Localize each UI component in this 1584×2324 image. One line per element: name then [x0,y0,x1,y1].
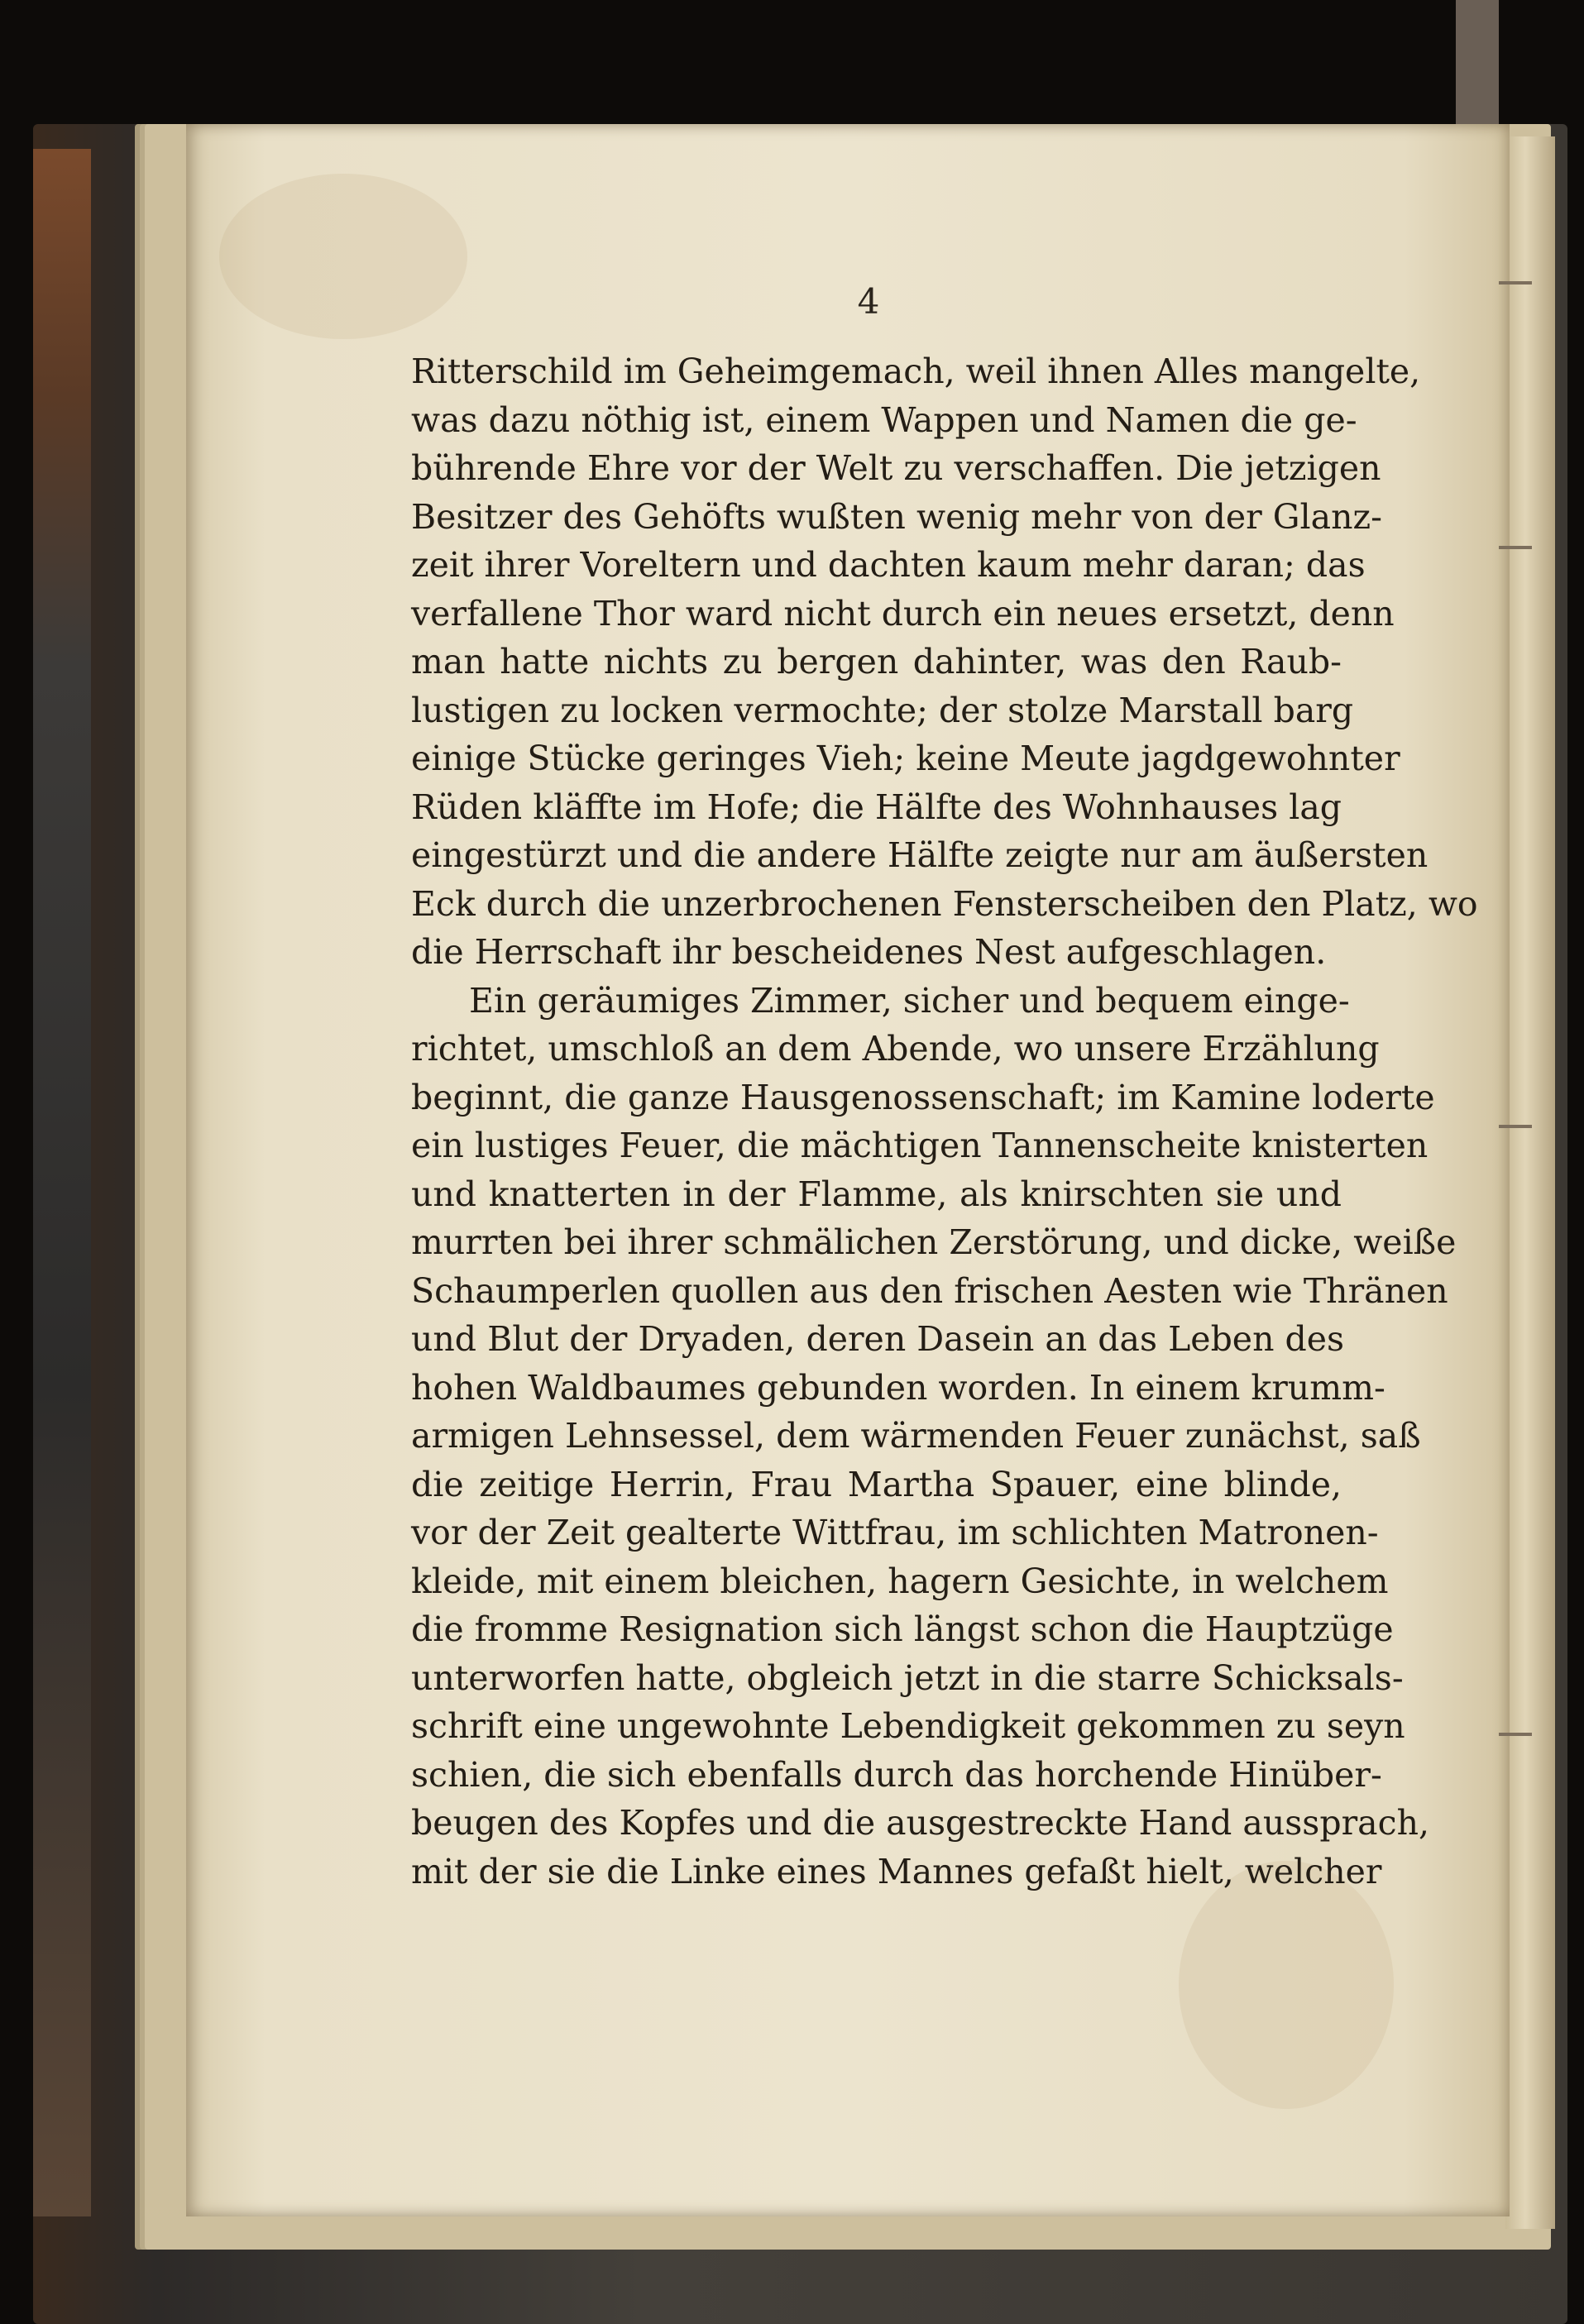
text-line: Rüden kläffte im Hofe; die Hälfte des Wohnhauses lag [411,787,1342,827]
text-line: vor der Zeit gealterte Wittfrau, im schlichten Matronen- [411,1513,1379,1552]
text-line: verfallene Thor ward nicht durch ein neues ersetzt, denn [411,593,1395,634]
text-line: lustigen zu locken vermochte; der stolze Marstall barg [411,690,1354,730]
paper-stain [1179,1861,1394,2109]
text-line: schrift eine ungewohnte Lebendigkeit gekommen zu seyn [411,1706,1405,1746]
text-line: was dazu nöthig ist, einem Wappen und Namen die ge- [411,399,1357,440]
paper-stain [219,174,467,339]
bookmark-ribbon [1456,0,1499,132]
body-text [411,347,1478,1896]
binding-thread [1499,281,1532,285]
text-line: beginnt, die ganze Hausgenossenschaft; im Kamine loderte [411,1077,1435,1117]
text-line: ein lustiges Feuer, die mächtigen Tannenscheite knisterten [411,1126,1428,1165]
text-line: Schaumperlen quollen aus den frischen Aesten wie Thränen [411,1270,1448,1311]
text-line: Ein geräumiges Zimmer, sicher und bequem einge- [469,980,1350,1021]
text-line: Ritterschild im Geheimgemach, weil ihnen Alles mangelte, [411,351,1421,391]
text-line: armigen Lehnsessel, dem wärmenden Feuer zunächst, saß [411,1416,1421,1456]
text-line: Eck durch die unzerbrochenen Fensterscheiben den Platz, wo [411,883,1478,924]
binding-thread [1499,546,1532,549]
text-line: die fromme Resignation sich längst schon die Hauptzüge [411,1609,1394,1649]
text-line: und knatterten in der Flamme, als knirschten sie und [411,1174,1342,1214]
text-line: die Herrschaft ihr bescheidenes Nest aufgeschlagen. [411,932,1327,972]
text-line: bührende Ehre vor der Welt zu verschaffen. Die jetzigen [411,448,1381,488]
text-line: man hatte nichts zu bergen dahinter, was den Raub- [411,642,1342,681]
text-line: unterworfen hatte, obgleich jetzt in die starre Schicksals- [411,1657,1404,1698]
text-line: die zeitige Herrin, Frau Martha Spauer, eine blinde, [411,1464,1342,1504]
text-line: eingestürzt und die andere Hälfte zeigte nur am äußersten [411,835,1428,875]
page-number: 4 [857,281,880,322]
page-edges-right [1505,136,1555,2229]
text-line: zeit ihrer Voreltern und dachten kaum mehr daran; das [411,545,1366,585]
binding-thread [1499,1125,1532,1128]
text-line: beugen des Kopfes und die ausgestreckte Hand aussprach, [411,1803,1430,1843]
text-line: hohen Waldbaumes gebunden worden. In einem krumm- [411,1367,1385,1408]
binding-thread [1499,1733,1532,1736]
text-line: einige Stücke geringes Vieh; keine Meute jagdgewohnter [411,739,1400,778]
text-line: richtet, umschloß an dem Abende, wo unsere Erzählung [411,1029,1380,1069]
text-line: Besitzer des Gehöfts wußten wenig mehr von der Glanz- [411,496,1382,537]
cover-binding-edge [33,149,91,2216]
text-line: und Blut der Dryaden, deren Dasein an das Leben des [411,1319,1345,1359]
text-line: mit der sie die Linke eines Mannes gefaßt hielt, welcher [411,1851,1382,1891]
text-line: murrten bei ihrer schmälichen Zerstörung, und dicke, weiße [411,1222,1457,1262]
text-line: kleide, mit einem bleichen, hagern Gesichte, in welchem [411,1561,1389,1601]
text-line: schien, die sich ebenfalls durch das horchende Hinüber- [411,1754,1382,1795]
